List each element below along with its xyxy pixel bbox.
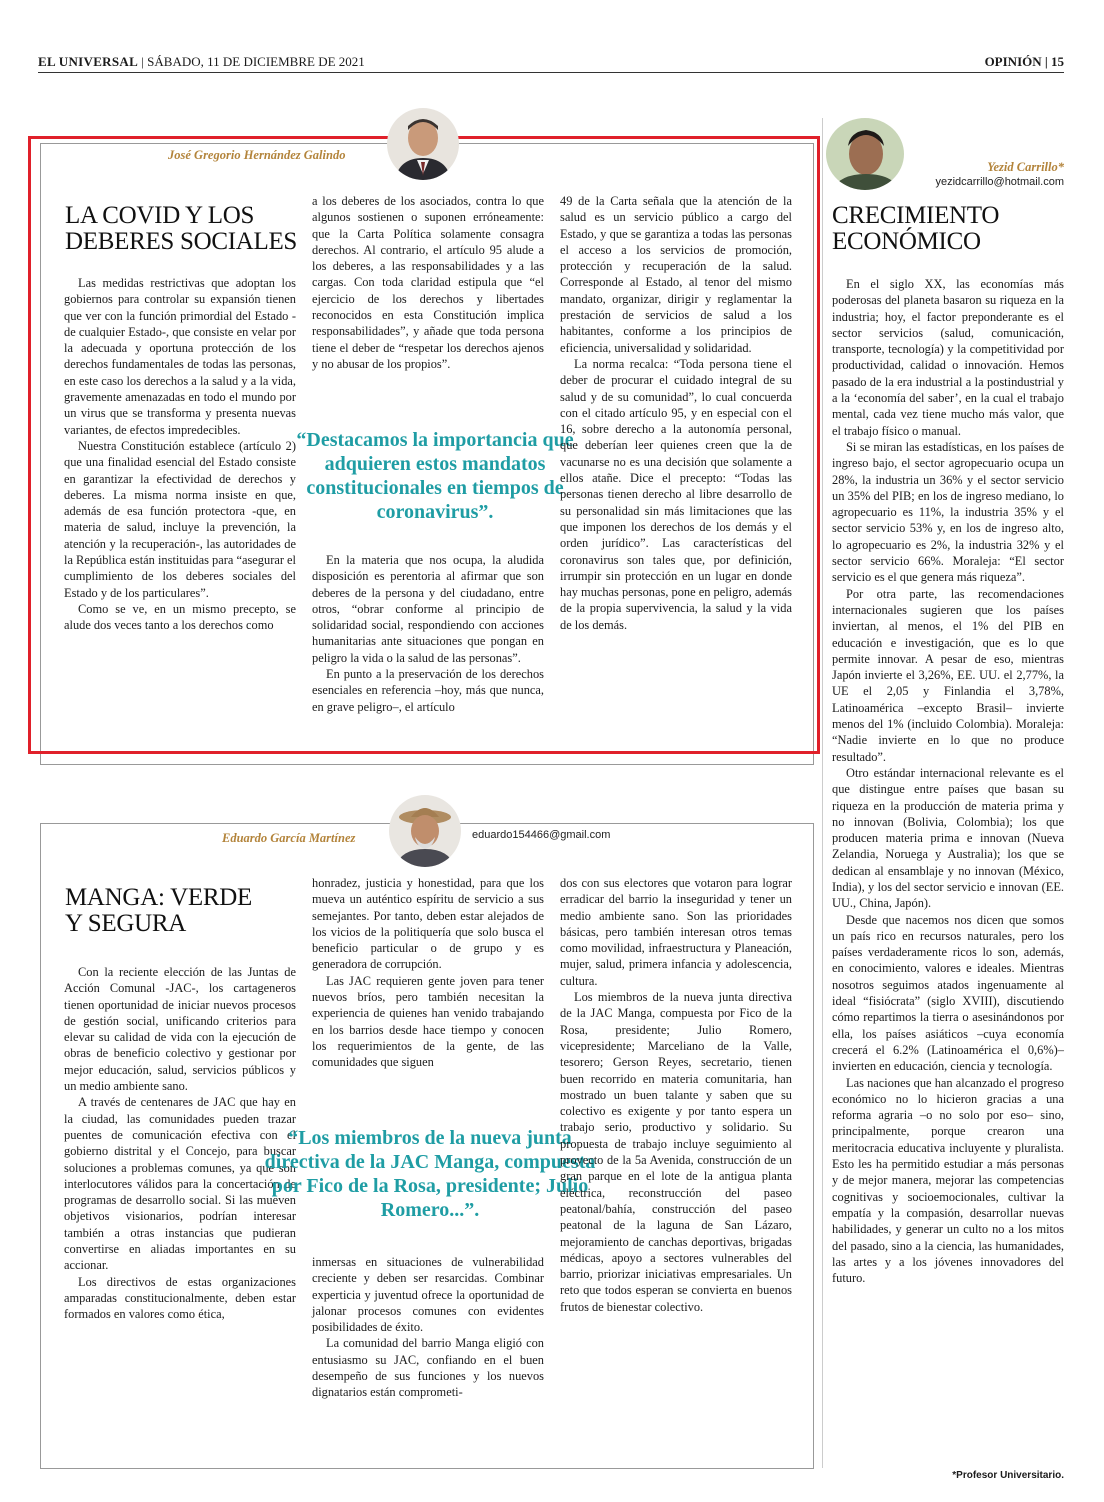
article-3-email: yezidcarrillo@hotmail.com [935, 176, 1064, 188]
article-1-column-2 [312, 193, 544, 372]
paragraph: Las naciones que han alcanzado el progreso económico no lo hicieron gracias a una reforma agraria –o no solo por eso– sino, principalmente, porque crearon una meritocracia educativa incluyente y pluralista. Esto les ha permitido estudiar a más personas y de mejor manera, mejorar las competencias cognitivas y socioemocionales, cultivar la empatía y la compasión, desarrollar nuevas habilidades, y generar un culto no a los mitos del pasado, sino a la ciencia, las humanidades, las artes y a los jóvenes innovadores del futuro. [832, 1075, 1064, 1286]
article-2-headline [65, 885, 305, 937]
paragraph: La comunidad del barrio Manga eligió con entusiasmo su JAC, confiando en el buen desempeño de sus funciones y los nuevos dignatarios están comprometi- [312, 1336, 544, 1400]
masthead-rule [38, 72, 1064, 73]
paragraph: En la materia que nos ocupa, la aludida disposición es perentoria al afirmar que son deberes de la persona y del ciudadano, entre otros, “obrar conforme al principio de solidaridad social, respondiendo con acciones humanitarias ante situaciones que pongan en peligro la vida o la salud de las personas”. [312, 553, 544, 665]
paragraph: inmersas en situaciones de vulnerabilidad creciente y deben ser resarcidas. Combinar experticia y juventud ofrece la oportunidad de jalonar procesos comunes con evidentes posibilidades de éxito. [312, 1255, 544, 1335]
article-1-headline [65, 203, 305, 255]
right-column-divider [822, 118, 823, 1468]
issue-date: | SÁBADO, 11 DE DICIEMBRE DE 2021 [141, 54, 365, 69]
paragraph: Las medidas restrictivas que adoptan los gobiernos para controlar su expansión tienen que ver con la función primordial del Estado -de cualquier Estado-, que consiste en velar por la adecuada y oportuna protección de los derechos fundamentales de todas las personas, en este caso los derechos a la salud y a la vida, gravemente amenazadas en todo el mundo por un virus que se transforma y presenta nuevas variantes, de efectos impredecibles. [64, 276, 296, 437]
paragraph: a los deberes de los asociados, contra lo que algunos sostienen o suponen erróneamente: que la Carta Política solamente consagra derechos. Al contrario, el artículo 95 alude a los deberes, a las responsabilidades y a las cargas. Con toda claridad estipula que “el ejercicio de los derechos y libertades reconocidos en esta Constitución implica responsabilidades”, y añade que toda persona tiene el deber de “respetar los derechos ajenos y no abusar de los propios”. [312, 194, 544, 371]
author-2-photo [389, 795, 461, 867]
article-1-column-3 [560, 193, 792, 633]
author-3-photo [826, 118, 904, 190]
article-2-pull-quote: “Los miembros de la nueva junta directiva de la JAC Manga, compuesta por Fico de la Rosa, presidente; Julio Romero...”. [264, 1127, 596, 1221]
paragraph: Si se miran las estadísticas, en los países de ingreso bajo, el sector agropecuario ocupa un 28%, la industria un 36% y el sector servicio un 35% del PIB; en los de ingreso mediano, lo agropecuario es 11%, la industria 35% y el sector servicio 53% y, en los de ingreso alto, lo agropecuario es 2%, la industria 32% y el sector servicio 66%. Moraleja: “El sector servicio es el que genera más riqueza”. [832, 439, 1064, 585]
paragraph: Las JAC requieren gente joven para tener nuevos bríos, pero también necesitan la experiencia de quienes han venido trabajando en los barrios desde hace tiempo y conocen los requerimientos de la gente, de las comunidades que siguen [312, 973, 544, 1070]
paragraph: Otro estándar internacional relevante es el que distingue entre países que basan su riqueza en la producción de materia prima y no innovan (Bolivia, Colombia); los que producen materia prima e innovan (Nueva Zelandia, Noruega y Australia); los que se dedican al ensamblaje y no innovan (México, India), y los del sector servicio e innovan (EE. UU., China, Japón). [832, 765, 1064, 911]
newspaper-name: EL UNIVERSAL [38, 54, 139, 69]
paragraph: En punto a la preservación de los derechos esenciales en referencia –hoy, más que nunca, en grave peligro–, el artículo [312, 667, 544, 714]
author-footnote: *Profesor Universitario. [952, 1470, 1064, 1481]
page-number: | 15 [1044, 54, 1064, 69]
article-3-headline [832, 203, 1062, 255]
paragraph: Los miembros de la nueva junta directiva de la JAC Manga, compuesta por Fico de la Rosa, presidente; Julio Romero, vicepresidente; Marceliano de la Valle, tesorero; Gerson Reyes, secretario, tienen buen recorrido en materia comunitaria, han mostrado un buen talante y saben que su colectivo es exigente y por tanto espera un trabajo serio, productivo y solidario. Su propuesta de trabajo incluye seguimiento al proyecto de la 5a Avenida, construcción de un gran parque en el lote de la antigua planta eléctrica, reconstrucción del paseo peatonal/bahía, construcción del paseo peatonal de la laguna de San Lázaro, mejoramiento de canchas deportivas, brigadas médicas, apoyo a sectores vulnerables del barrio, priorizar iniciativas empresariales. Un reto que todos esperan se convierta en buenos frutos de bienestar colectivo. [560, 990, 792, 1314]
headline-line-2: Y SEGURA [65, 910, 186, 937]
author-1-photo [387, 108, 459, 180]
masthead [38, 54, 365, 70]
paragraph: 49 de la Carta señala que la atención de la salud es un servicio público a cargo del Estado, y que se garantiza a todas las personas el acceso a los servicios de promoción, protección y recuperación de la salud. Corresponde al Estado, al tenor del mismo mandato, organizar, dirigir y reglamentar la prestación de servicios de salud a los habitantes, conforme a los principios de eficiencia, universalidad y solidaridad. [560, 194, 792, 355]
article-2-email: eduardo154466@gmail.com [472, 829, 611, 841]
article-1-pull-quote: “Destacamos la importancia que adquieren estos mandatos constitucionales en tiempos de coronavirus”. [296, 429, 574, 523]
article-2-column-3 [560, 875, 792, 1315]
paragraph: Con la reciente elección de las Juntas de Acción Comunal -JAC-, los cartageneros tienen oportunidad de iniciar nuevos procesos de gestión social, unificando criterios para elevar su calidad de vida con la ejecución de obras de beneficio colectivo y gestionar por mejor educación, salud, servicios públicos y un medio ambiente sano. [64, 965, 296, 1094]
section-label [985, 54, 1064, 70]
headline-line-2: ECONÓMICO [832, 228, 981, 255]
headline-line-1: CRECIMIENTO [832, 202, 1000, 229]
article-1-column-1 [64, 275, 296, 634]
paragraph: dos con sus electores que votaron para lograr erradicar del barrio la inseguridad y tener un medio ambiente sano. Son las prioridades básicas, pero también interesan otros temas como movilidad, infraestructura y Planeación, mujer, salud, primera infancia y adolescencia, cultura. [560, 876, 792, 988]
headline-line-1: MANGA: VERDE [65, 884, 252, 911]
headline-line-2: DEBERES SOCIALES [65, 228, 298, 255]
article-2-column-2 [312, 875, 544, 1071]
paragraph: Desde que nacemos nos dicen que somos un país rico en recursos naturales, pero los países verdaderamente ricos lo son, además, en conocimiento, valores e ideales. Mientras nosotros seguimos atados ingenuamente al ideal “fisiócrata” (siglo XVIII), discutiendo cómo repartimos la tierra o asesinándonos por ella, los países asiáticos –cuya economía crecerá el 6.2% (Latinoamérica el 0,6%)– invierten en educación, ciencia y tecnología. [832, 912, 1064, 1074]
paragraph: Los directivos de estas organizaciones amparadas constitucionalmente, deben estar formados en valores como ética, [64, 1274, 296, 1322]
article-1-column-2b [312, 552, 544, 715]
article-3-author: Yezid Carrillo* [987, 160, 1064, 174]
paragraph: Por otra parte, las recomendaciones internacionales sugieren que los países inviertan, al menos, el 1% del PIB en educación e investigación, que es lo que permite innovar. A pesar de eso, mientras Japón invierte el 3,26%, EE. UU. el 2,77%, la UE el 2,05 y Finlandia el 3,78%, Latinoamérica –excepto Brasil– invierte menos del 1% (incluido Colombia). Moraleja: “Nadie invierte en lo que no produce resultado”. [832, 586, 1064, 764]
headline-line-1: LA COVID Y LOS [65, 202, 255, 229]
paragraph: honradez, justicia y honestidad, para que los mueva un auténtico espíritu de servicio a sus semejantes. Por tanto, deben estar alejados de los vicios de la politiquería que solo busca el beneficio particular o de grupo y es generadora de corrupción. [312, 876, 544, 972]
article-1-author: José Gregorio Hernández Galindo [168, 148, 346, 162]
article-2-author: Eduardo García Martínez [222, 831, 356, 845]
paragraph: En el siglo XX, las economías más poderosas del planeta basaron su riqueza en la industria; hoy, el factor preponderante es el sector servicios (salud, comunicación, transporte, tecnología) y la competitividad por productividad, calidad o innovación. Hemos pasado de la era industrial a la postindustrial y a la ‘economía del saber’, en la cual el trabajo mental, cada vez tiene mucho más valor, que el trabajo físico o manual. [832, 277, 1064, 438]
article-3-column [832, 276, 1064, 1286]
paragraph: Como se ve, en un mismo precepto, se alude dos veces tanto a los derechos como [64, 601, 296, 633]
section-name: OPINIÓN [984, 54, 1042, 69]
paragraph: Nuestra Constitución establece (artículo 2) que una finalidad esencial del Estado consiste en garantizar la efectividad de derechos y deberes. La misma norma insiste en que, además de esa función protectora -que, en materia de salud, incluye la prevención, la atención y la recuperación-, las autoridades de la República están instituidas para “asegurar el cumplimiento de los deberes sociales del Estado y de los particulares”. [64, 438, 296, 600]
paragraph: La norma recalca: “Toda persona tiene el deber de procurar el cuidado integral de su salud y de su comunidad”, lo cual concuerda con el citado artículo 95, y en especial con el 16, sobre derecho a la autonomía personal, que deberían leer quienes creen que la de vacunarse no es una decisión que solamente a ellos atañe. Dice el precepto: “Todas las personas tienen derecho al libre desarrollo de su personalidad sin más limitaciones que las que imponen los derechos de los demás y el orden jurídico”. Las características del coronavirus son tales que, por definición, irrumpir sin protección en un lugar en donde hay muchas personas, pone en peligro, además de la propia supervivencia, la salud y la vida de los demás. [560, 356, 792, 632]
article-2-column-2b [312, 1254, 544, 1401]
paragraph: A través de centenares de JAC que hay en la ciudad, las comunidades pueden trazar puentes de comunicación efectiva con el gobierno distrital y el Concejo, para buscar soluciones a problemas comunes, ya que son interlocutores válidos para la concertación de programas de desarrollo social. Si las mueven objetivos visionarios, podrían interesar también a otras instancias que pudieran convertirse en aliadas importantes en su accionar. [64, 1095, 296, 1273]
